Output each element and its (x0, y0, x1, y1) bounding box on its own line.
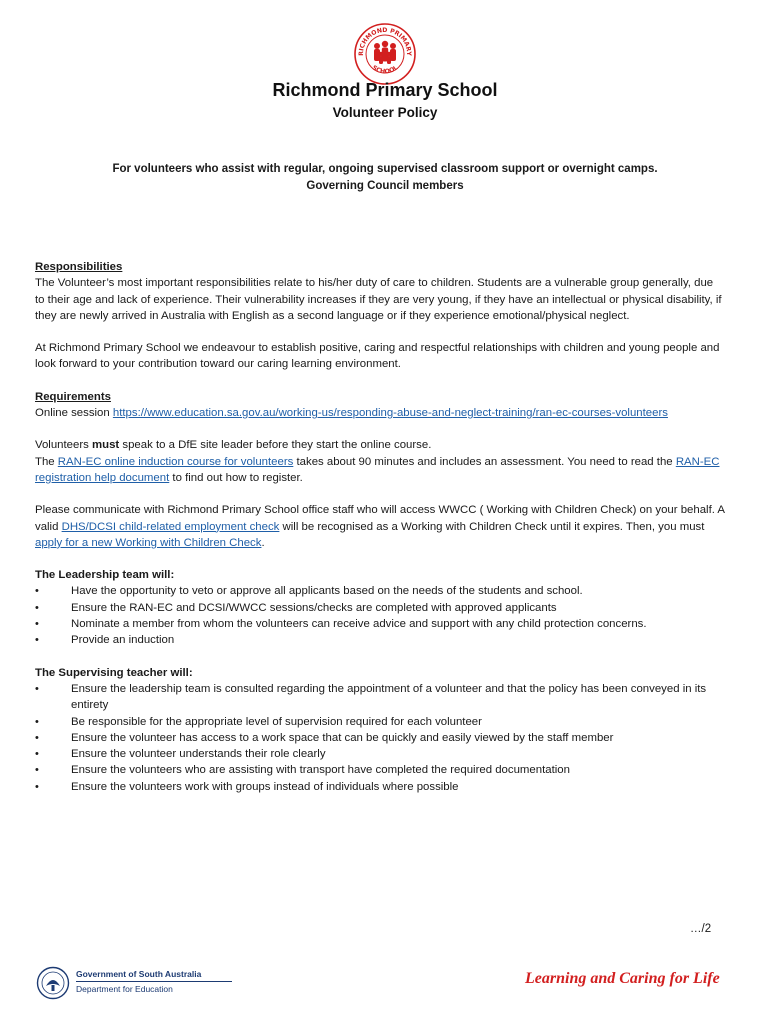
list-item: • Have the opportunity to veto or approve all applicants based on the needs of the students and school. (35, 583, 725, 599)
intro-line-1: For volunteers who assist with regular, ongoing supervised classroom support or overnight camps. (112, 163, 658, 175)
list-item: • Provide an induction (35, 632, 725, 648)
induction-paragraph (35, 454, 725, 487)
intro-line-2: Governing Council members (306, 180, 464, 192)
supervising-heading: The Supervising teacher will: (35, 666, 193, 679)
induction-course-link[interactable]: RAN-EC online induction course for volunteers (57, 455, 294, 468)
list-item: • Ensure the volunteers who are assisting with transport have completed the required documentation (35, 762, 725, 778)
school-motto: Learning and Caring for Life (525, 970, 720, 987)
department-name: Department for Education (76, 984, 173, 994)
wwcc-paragraph (35, 502, 725, 551)
list-item: • Ensure the volunteer has access to a work space that can be quickly and easily viewed by the staff member (35, 730, 725, 746)
must-pre: Volunteers (35, 439, 92, 452)
svg-text:SCHOOL: SCHOOL (370, 64, 400, 76)
page-subtitle: Volunteer Policy (332, 105, 438, 120)
leadership-heading: The Leadership team will: (35, 569, 175, 582)
must-bold: must (92, 439, 120, 452)
government-crest-icon (36, 966, 70, 1000)
wwcc-pre: Please communicate with Richmond Primary School office staff who will access WWCC ( Working with Children Check) on your behalf. A valid (35, 504, 725, 533)
online-session-label: Online session (35, 407, 113, 420)
registration-help-link[interactable]: RAN-EC registration help document (35, 455, 720, 484)
page-title: Richmond Primary School (272, 80, 498, 100)
svg-text:RICHMOND PRIMARY: RICHMOND PRIMARY (357, 26, 413, 56)
must-post: speak to a DfE site leader before they start the online course. (119, 439, 432, 452)
policy-body (35, 259, 725, 795)
government-divider (76, 981, 232, 982)
responsibilities-heading: Responsibilities (35, 261, 123, 273)
wwcc-end: . (261, 536, 265, 549)
dhs-check-link[interactable]: DHS/DCSI child-related employment check (61, 520, 280, 533)
list-item: • Ensure the RAN-EC and DCSI/WWCC sessions/checks are completed with approved applicants (35, 600, 725, 616)
must-speak-line (35, 437, 725, 453)
responsibilities-paragraph-2: At Richmond Primary School we endeavour to establish positive, caring and respectful relationships with children and young people and look forward to your contribution toward our caring learning environment. (35, 342, 720, 371)
school-logo-icon (353, 22, 417, 86)
list-item: • Nominate a member from whom the volunteers can receive advice and support with any child protection concerns. (35, 616, 725, 632)
government-logo (36, 966, 236, 1006)
induction-pre: The (35, 455, 58, 468)
intro-block (0, 161, 770, 195)
list-item: • Be responsible for the appropriate level of supervision required for each volunteer (35, 714, 725, 730)
list-item: • Ensure the volunteer understands their role clearly (35, 746, 725, 762)
supervising-list (35, 681, 725, 795)
wwcc-mid: will be recognised as a Working with Children Check until it expires. Then, you must (279, 520, 705, 533)
induction-post: takes about 90 minutes and includes an assessment. You need to read the (293, 455, 676, 468)
government-name: Government of South Australia (76, 969, 202, 979)
apply-wwcc-link[interactable]: apply for a new Working with Children Check (35, 536, 262, 549)
leadership-list (35, 583, 725, 648)
help-post: to find out how to register. (169, 471, 303, 484)
online-session-line (35, 405, 725, 421)
online-session-link[interactable]: https://www.education.sa.gov.au/working-us/responding-abuse-and-neglect-training/ran-ec-courses-volunteers (112, 407, 668, 420)
page-number: …/2 (690, 923, 712, 935)
list-item: • Ensure the leadership team is consulted regarding the appointment of a volunteer and that the policy has been conveyed in its entirety (35, 681, 725, 714)
responsibilities-paragraph-1: The Volunteer’s most important responsibilities relate to his/her duty of care to children. Students are a vulnerable group generally, due to their age and lack of experience. Their vulnerability increases if they are very young, if they have an intellectual or physical disability, if they are newly arrived in Australia with English as a second language or if they experience emotional/physical neglect. (35, 277, 722, 322)
list-item: • Ensure the volunteers work with groups instead of individuals where possible (35, 779, 725, 795)
requirements-heading: Requirements (35, 390, 111, 403)
